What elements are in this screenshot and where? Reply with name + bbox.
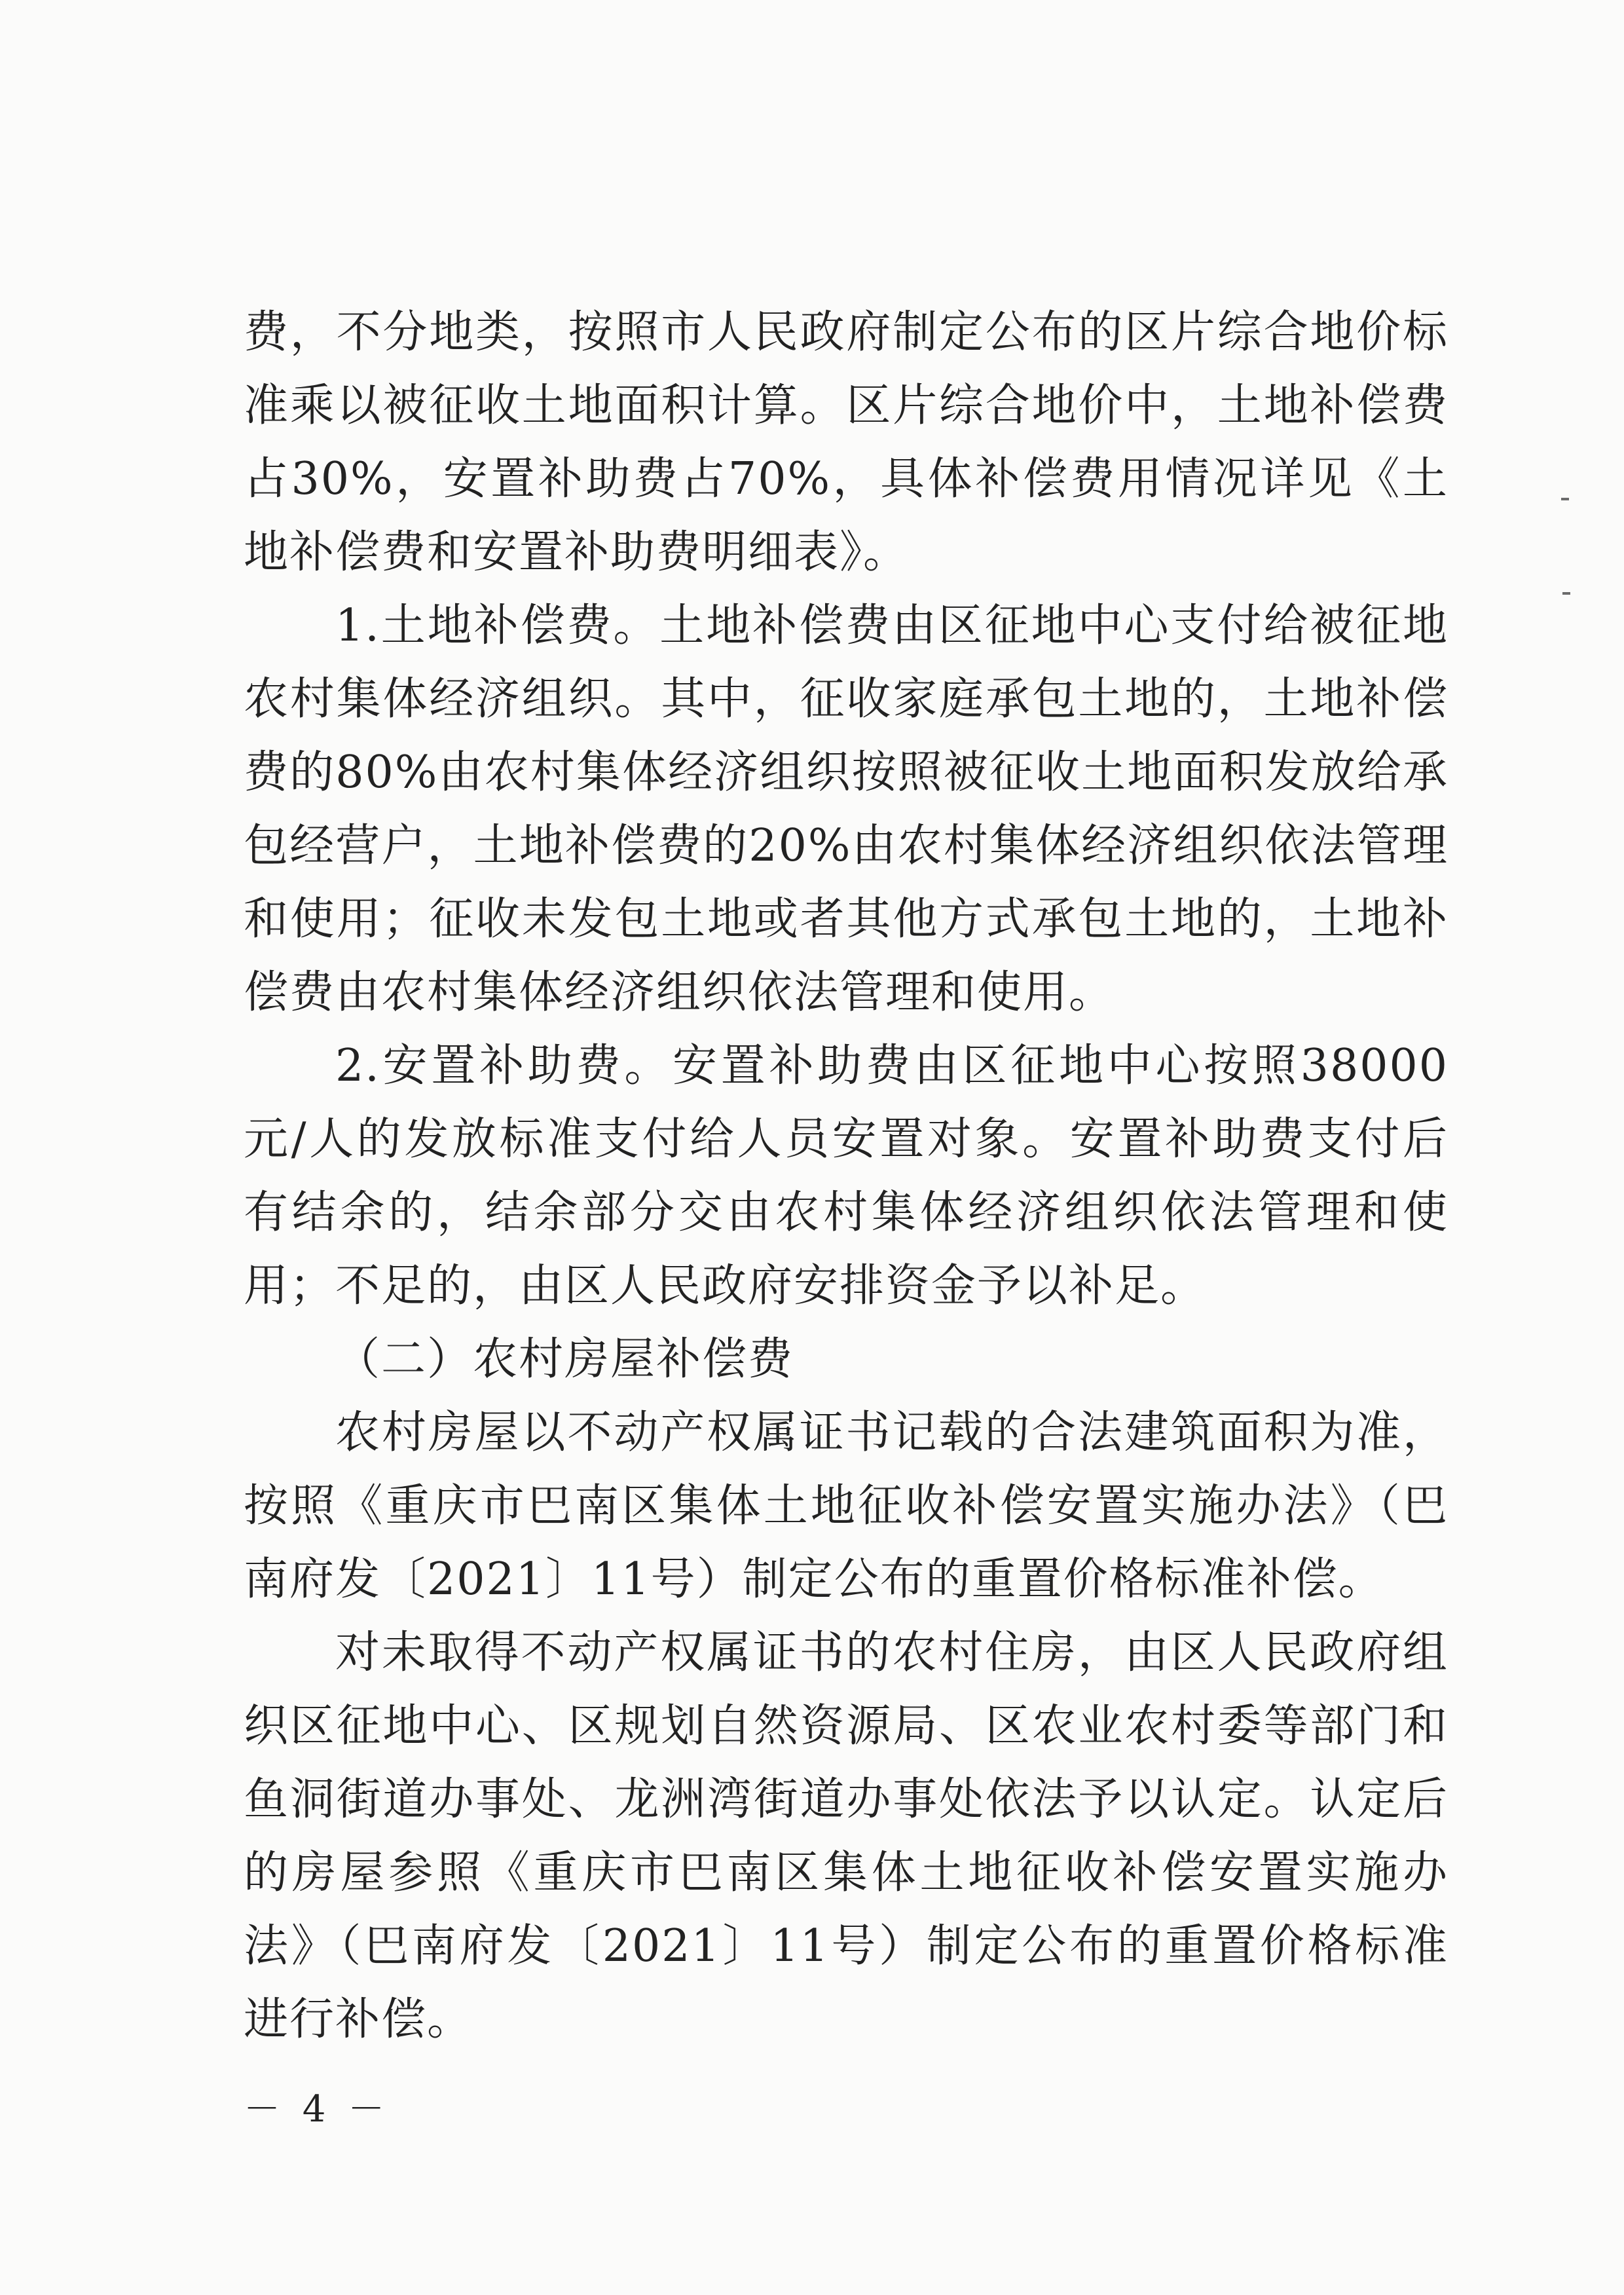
- paragraph-unregistered-housing: 对未取得不动产权属证书的农村住房，由区人民政府组织区征地中心、区规划自然资源局、区农业农村委等部门和鱼洞街道办事处、龙洲湾街道办事处依法予以认定。认定后的房屋参照《重庆市巴南区集体土地征收补偿安置实施办法》（巴南府发〔2021〕11号）制定公布的重置价格标准进行补偿。: [244, 1627, 1449, 2045]
- paragraph-land-compensation: 1.土地补偿费。土地补偿费由区征地中心支付给被征地农村集体经济组织。其中，征收家庭承包土地的，土地补偿费的80%由农村集体经济组织按照被征收土地面积发放给承包经营户，土地补偿费的20%由农村集体经济组织依法管理和使用；征收未发包土地或者其他方式承包土地的，土地补偿费由农村集体经济组织依法管理和使用。: [244, 600, 1449, 1018]
- page-number: － 4 －: [244, 2088, 390, 2131]
- scan-speck: [1562, 592, 1570, 595]
- section-heading: （二）农村房屋补偿费: [335, 1334, 794, 1385]
- paragraph-continuation: 费，不分地类，按照市人民政府制定公布的区片综合地价标准乘以被征收土地面积计算。区片综合地价中，土地补偿费占30%，安置补助费占70%，具体补偿费用情况详见《土地补偿费和安置补助费明细表》。: [244, 307, 1449, 578]
- scan-speck: [1561, 498, 1569, 500]
- paragraph-house-compensation: 农村房屋以不动产权属证书记载的合法建筑面积为准，按照《重庆市巴南区集体土地征收补偿安置实施办法》（巴南府发〔2021〕11号）制定公布的重置价格标准补偿。: [244, 1407, 1449, 1605]
- paragraph-resettlement-subsidy: 2.安置补助费。安置补助费由区征地中心按照38000元/人的发放标准支付给人员安置对象。安置补助费支付后有结余的，结余部分交由农村集体经济组织依法管理和使用；不足的，由区人民政府安排资金予以补足。: [244, 1040, 1449, 1312]
- document-body: [244, 296, 1449, 2057]
